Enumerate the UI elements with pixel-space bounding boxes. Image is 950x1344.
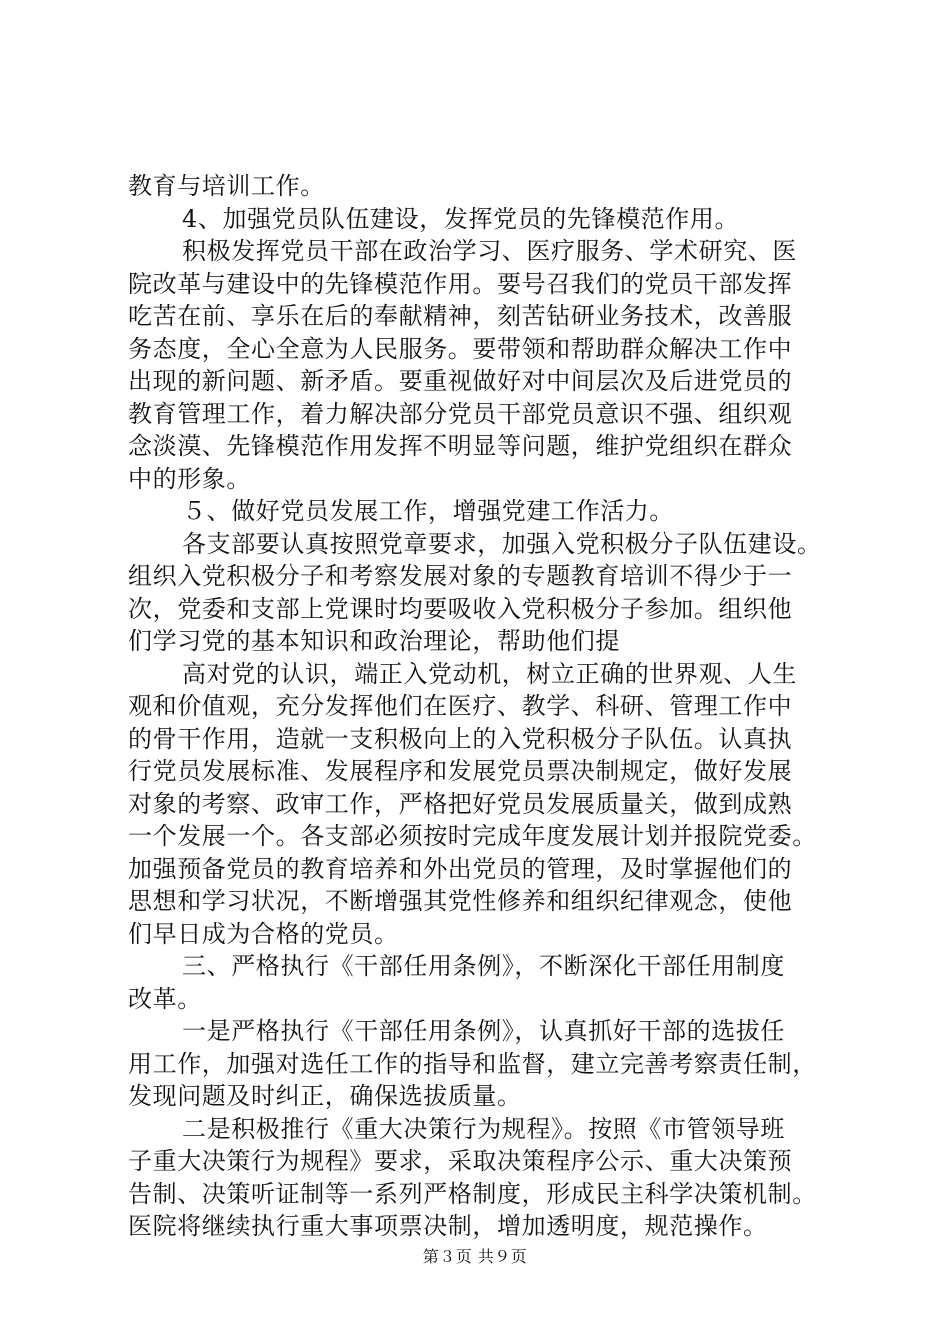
text-line: 用工作，加强对选任工作的指导和监督，建立完善考察责任制， [128, 1049, 817, 1078]
page-number-footer: 第３页 共９页 [422, 1247, 528, 1266]
text-line: 积极发挥党员干部在政治学习、医疗服务、学术研究、医 [182, 237, 797, 265]
text-line: 观和价值观，充分发挥他们在医疗、教学、科研、管理工作中 [128, 692, 793, 720]
text-line: 的骨干作用，造就一支积极向上的入党积极分子队伍。认真执 [128, 724, 793, 753]
text-line: 教育管理工作，着力解决部分党员干部党员意识不强、组织观 [128, 399, 793, 428]
section-heading: 4、加强党员队伍建设，发挥党员的先锋模范作用。 [182, 204, 740, 233]
text-line: 组织入党积极分子和考察发展对象的专题教育培训不得少于一 [128, 562, 793, 590]
document-body [128, 170, 838, 1243]
section-heading: ５、做好党员发展工作，增强党建工作活力。 [182, 497, 674, 525]
text-line: 高对党的认识，端正入党动机，树立正确的世界观、人生 [182, 659, 797, 688]
text-line: 吃苦在前、享乐在后的奉献精神，刻苦钻研业务技术，改善服 [128, 302, 793, 330]
text-line: 二是积极推行《重大决策行为规程》。按照《市管领导班 [182, 1114, 785, 1143]
text-line: 改革。 [128, 984, 202, 1013]
text-line: 子重大决策行为规程》要求，采取决策程序公示、重大决策预 [128, 1147, 793, 1175]
text-line: 院改革与建设中的先锋模范作用。要号召我们的党员干部发挥 [128, 269, 793, 298]
section-heading: 三、严格执行《干部任用条例》，不断深化干部任用制度 [182, 952, 785, 980]
text-line: 告制、决策听证制等一系列严格制度，形成民主科学决策机制。 [128, 1179, 817, 1208]
text-line: 务态度，全心全意为人民服务。要带领和帮助群众解决工作中 [128, 334, 793, 363]
text-line: 医院将继续执行重大事项票决制，增加透明度，规范操作。 [128, 1212, 768, 1240]
text-line: 出现的新问题、新矛盾。要重视做好对中间层次及后进党员的 [128, 367, 793, 395]
text-line: 一个发展一个。各支部必须按时完成年度发展计划并报院党委。 [128, 822, 817, 850]
text-line: 一是严格执行《干部任用条例》，认真抓好干部的选拔任 [182, 1017, 785, 1045]
text-line: 加强预备党员的教育培养和外出党员的管理，及时掌握他们的 [128, 854, 793, 883]
text-line: 对象的考察、政审工作，严格把好党员发展质量关，做到成熟 [128, 789, 793, 818]
text-line: 中的形象。 [128, 464, 251, 493]
text-line: 各支部要认真按照党章要求，加强入党积极分子队伍建设。 [182, 529, 822, 558]
text-line: 教育与培训工作。 [128, 172, 325, 200]
text-line: 们学习党的基本知识和政治理论，帮助他们提 [128, 627, 620, 655]
text-line: 念淡漠、先锋模范作用发挥不明显等问题，维护党组织在群众 [128, 432, 793, 460]
text-line: 们早日成为合格的党员。 [128, 919, 399, 948]
text-line: 行党员发展标准、发展程序和发展党员票决制规定，做好发展 [128, 757, 793, 785]
text-line: 次，党委和支部上党课时均要吸收入党积极分子参加。组织他 [128, 594, 793, 623]
text-line: 思想和学习状况，不断增强其党性修养和组织纪律观念，使他 [128, 887, 793, 915]
text-line: 发现问题及时纠正，确保选拔质量。 [128, 1082, 522, 1110]
